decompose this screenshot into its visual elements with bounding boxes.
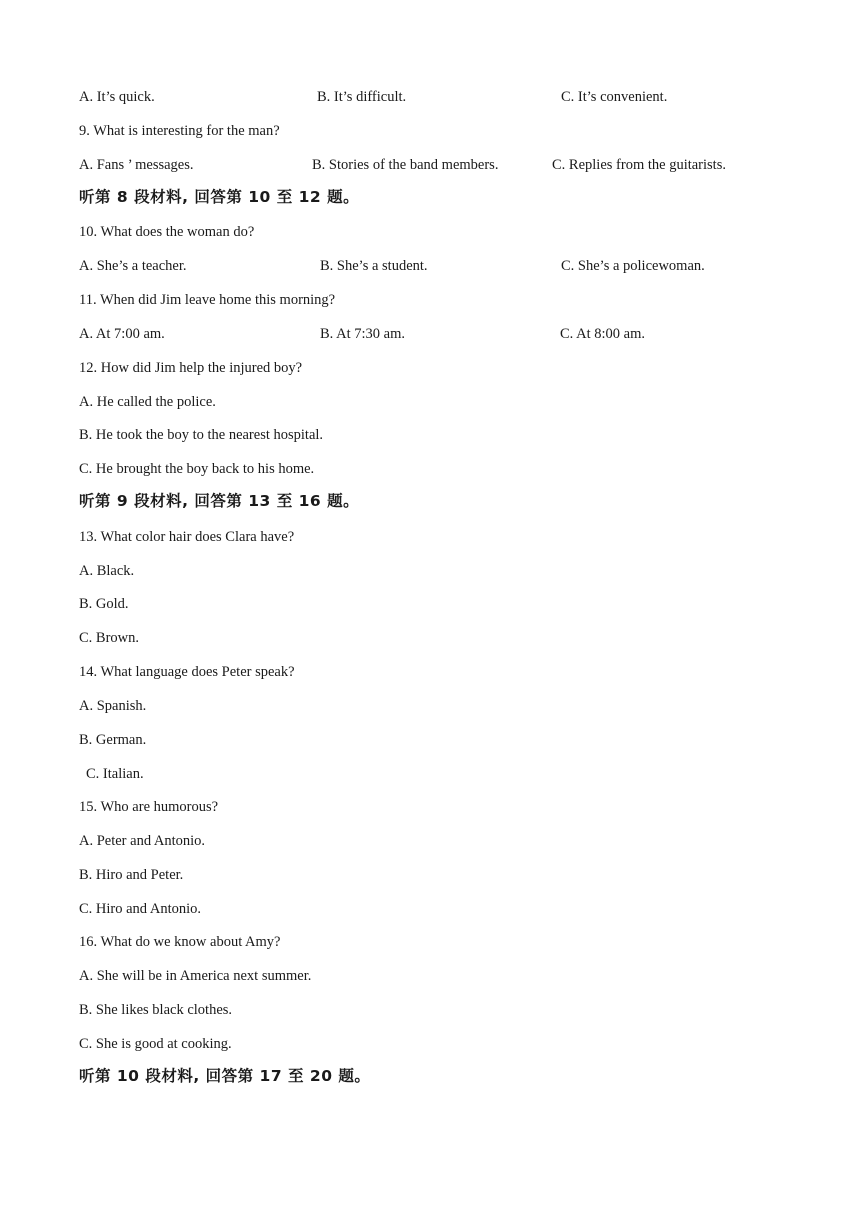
q9-option-b: B. Stories of the band members. <box>312 157 499 173</box>
q10-option-a: A. She’s a teacher. <box>79 258 187 274</box>
q16-option-c: C. She is good at cooking. <box>79 1036 232 1052</box>
q13-option-b: B. Gold. <box>79 596 129 612</box>
q14-option-a: A. Spanish. <box>79 698 147 714</box>
q12-option-b: B. He took the boy to the nearest hospital. <box>79 427 324 443</box>
q11-option-a: A. At 7:00 am. <box>79 326 165 342</box>
q14-option-c: C. Italian. <box>86 766 144 782</box>
q15-option-b: B. Hiro and Peter. <box>79 867 184 883</box>
q12-option-c: C. He brought the boy back to his home. <box>79 461 315 477</box>
q10-question: 10. What does the woman do? <box>79 224 255 240</box>
q14-option-b: B. German. <box>79 732 147 748</box>
q13-option-a: A. Black. <box>79 563 135 579</box>
section-9-header: 听第 9 段材料, 回答第 13 至 16 题。 <box>79 492 360 510</box>
q12-option-a: A. He called the police. <box>79 394 216 410</box>
q13-option-c: C. Brown. <box>79 630 140 646</box>
q8-option-c: C. It’s convenient. <box>561 89 668 105</box>
q9-option-c: C. Replies from the guitarists. <box>552 157 726 173</box>
q11-question: 11. When did Jim leave home this morning? <box>79 292 336 308</box>
q11-option-b: B. At 7:30 am. <box>320 326 405 342</box>
q12-question: 12. How did Jim help the injured boy? <box>79 360 303 376</box>
q15-option-a: A. Peter and Antonio. <box>79 833 206 849</box>
q9-question: 9. What is interesting for the man? <box>79 123 280 139</box>
q15-question: 15. Who are humorous? <box>79 799 219 815</box>
q13-question: 13. What color hair does Clara have? <box>79 529 295 545</box>
q16-option-a: A. She will be in America next summer. <box>79 968 312 984</box>
q8-option-b: B. It’s difficult. <box>317 89 407 105</box>
q16-option-b: B. She likes black clothes. <box>79 1002 233 1018</box>
section-10-header: 听第 10 段材料, 回答第 17 至 20 题。 <box>79 1067 371 1085</box>
q10-option-c: C. She’s a policewoman. <box>561 258 705 274</box>
q11-option-c: C. At 8:00 am. <box>560 326 645 342</box>
q16-question: 16. What do we know about Amy? <box>79 934 281 950</box>
section-8-header: 听第 8 段材料, 回答第 10 至 12 题。 <box>79 188 360 206</box>
q14-question: 14. What language does Peter speak? <box>79 664 295 680</box>
q15-option-c: C. Hiro and Antonio. <box>79 901 202 917</box>
q8-option-a: A. It’s quick. <box>79 89 155 105</box>
q10-option-b: B. She’s a student. <box>320 258 428 274</box>
q9-option-a: A. Fans ’ messages. <box>79 157 194 173</box>
